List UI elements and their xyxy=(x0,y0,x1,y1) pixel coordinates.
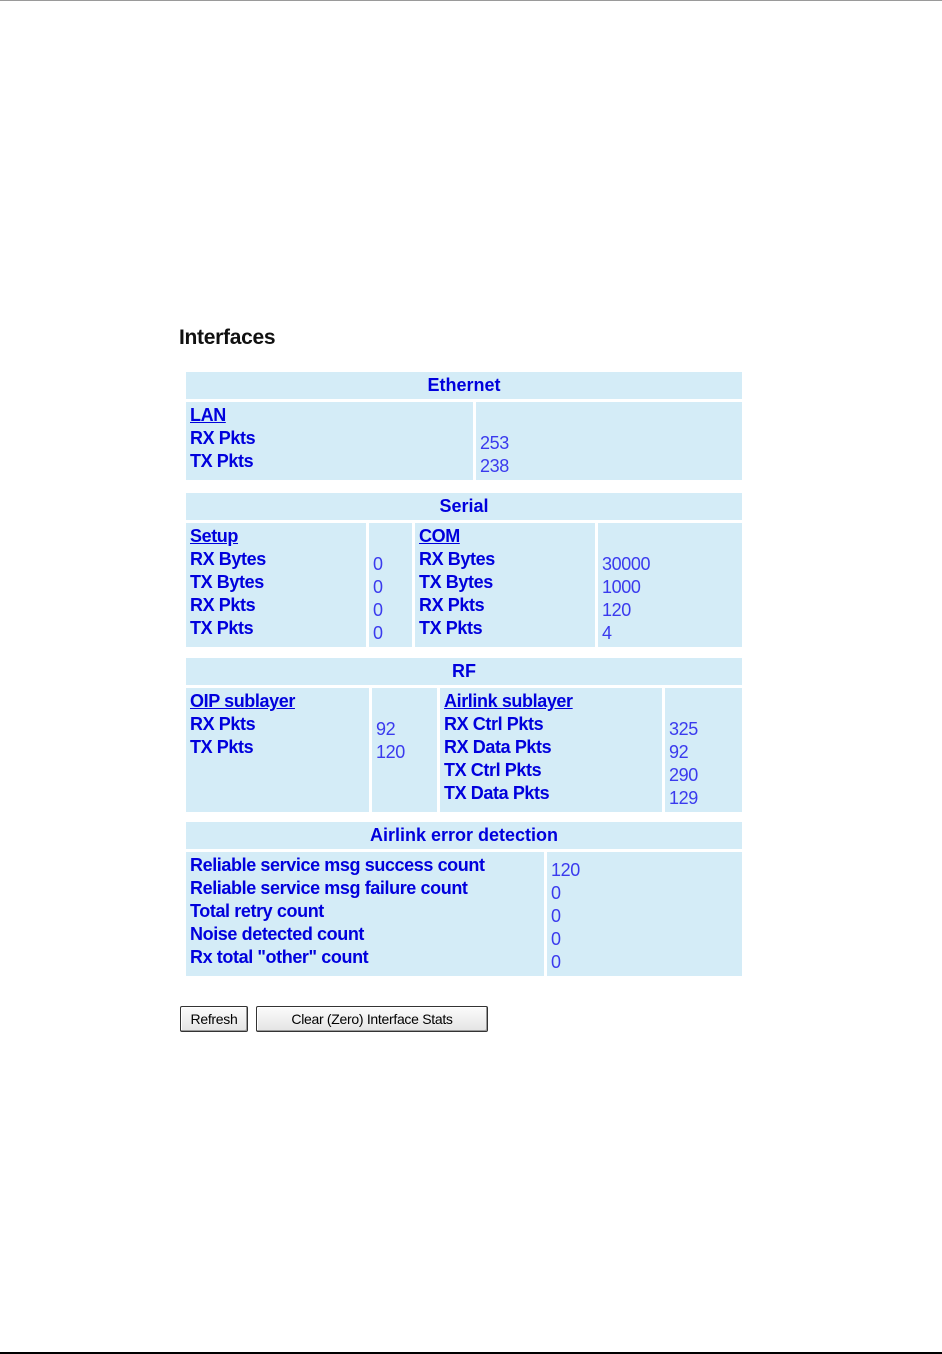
com-values-cell xyxy=(598,523,742,647)
com-labels-cell xyxy=(415,523,595,647)
airlink-tx-ctrl-pkts-label: TX Ctrl Pkts xyxy=(444,760,542,780)
setup-link[interactable]: Setup xyxy=(190,526,239,546)
ethernet-values-cell xyxy=(476,402,742,480)
com-tx-pkts-value: 4 xyxy=(602,623,612,643)
setup-rx-pkts-label: RX Pkts xyxy=(190,595,256,615)
airlink-error-labels-cell xyxy=(186,852,544,976)
rf-header: RF xyxy=(186,658,742,685)
clear-interface-stats-button[interactable]: Clear (Zero) Interface Stats xyxy=(256,1006,488,1032)
setup-tx-pkts-value: 0 xyxy=(373,623,383,643)
com-tx-bytes-label: TX Bytes xyxy=(419,572,493,592)
setup-tx-bytes-value: 0 xyxy=(373,577,383,597)
airlink-sublayer-link[interactable]: Airlink sublayer xyxy=(444,691,573,711)
airlink-error-header: Airlink error detection xyxy=(186,822,742,849)
rx-total-other-count-label: Rx total "other" count xyxy=(190,947,369,967)
refresh-button[interactable]: Refresh xyxy=(180,1006,248,1032)
total-retry-count-label: Total retry count xyxy=(190,901,324,921)
airlink-rx-data-pkts-value: 92 xyxy=(669,742,689,762)
ethernet-labels-cell xyxy=(186,402,473,480)
airlink-error-panel xyxy=(183,819,745,979)
oip-tx-pkts-value: 120 xyxy=(376,742,405,762)
com-rx-bytes-value: 30000 xyxy=(602,554,651,574)
setup-rx-bytes-value: 0 xyxy=(373,554,383,574)
ethernet-header: Ethernet xyxy=(186,372,742,399)
lan-tx-pkts-value: 238 xyxy=(480,456,509,476)
com-tx-bytes-value: 1000 xyxy=(602,577,641,597)
airlink-tx-ctrl-pkts-value: 290 xyxy=(669,765,698,785)
oip-values-cell xyxy=(372,688,437,812)
reliable-failure-count-label: Reliable service msg failure count xyxy=(190,878,468,898)
com-rx-pkts-value: 120 xyxy=(602,600,631,620)
oip-rx-pkts-label: RX Pkts xyxy=(190,714,256,734)
airlink-rx-ctrl-pkts-label: RX Ctrl Pkts xyxy=(444,714,544,734)
airlink-rx-data-pkts-label: RX Data Pkts xyxy=(444,737,552,757)
reliable-failure-count-value: 0 xyxy=(551,883,561,903)
total-retry-count-value: 0 xyxy=(551,906,561,926)
lan-rx-pkts-label: RX Pkts xyxy=(190,428,256,448)
noise-detected-count-value: 0 xyxy=(551,929,561,949)
airlink-rx-ctrl-pkts-value: 325 xyxy=(669,719,698,739)
com-tx-pkts-label: TX Pkts xyxy=(419,618,483,638)
lan-tx-pkts-label: TX Pkts xyxy=(190,451,254,471)
rx-total-other-count-value: 0 xyxy=(551,952,561,972)
page-title: Interfaces xyxy=(179,326,276,349)
reliable-success-count-label: Reliable service msg success count xyxy=(190,855,485,875)
oip-sublayer-link[interactable]: OIP sublayer xyxy=(190,691,295,711)
airlink-error-values-cell xyxy=(547,852,742,976)
airlink-tx-data-pkts-label: TX Data Pkts xyxy=(444,783,550,803)
serial-header: Serial xyxy=(186,493,742,520)
setup-tx-bytes-label: TX Bytes xyxy=(190,572,264,592)
com-rx-pkts-label: RX Pkts xyxy=(419,595,485,615)
lan-link[interactable]: LAN xyxy=(190,405,226,425)
oip-labels-cell xyxy=(186,688,369,812)
reliable-success-count-value: 120 xyxy=(551,860,580,880)
airlink-values-cell xyxy=(665,688,742,812)
airlink-labels-cell xyxy=(440,688,662,812)
rf-panel xyxy=(183,655,745,815)
setup-rx-pkts-value: 0 xyxy=(373,600,383,620)
lan-rx-pkts-value: 253 xyxy=(480,433,509,453)
com-rx-bytes-label: RX Bytes xyxy=(419,549,495,569)
setup-values-cell xyxy=(369,523,412,647)
airlink-tx-data-pkts-value: 129 xyxy=(669,788,698,808)
com-link[interactable]: COM xyxy=(419,526,460,546)
ethernet-panel xyxy=(183,369,745,483)
setup-tx-pkts-label: TX Pkts xyxy=(190,618,254,638)
top-divider xyxy=(0,0,942,1)
noise-detected-count-label: Noise detected count xyxy=(190,924,365,944)
setup-labels-cell xyxy=(186,523,366,647)
oip-tx-pkts-label: TX Pkts xyxy=(190,737,254,757)
oip-rx-pkts-value: 92 xyxy=(376,719,396,739)
serial-panel xyxy=(183,490,745,650)
setup-rx-bytes-label: RX Bytes xyxy=(190,549,266,569)
